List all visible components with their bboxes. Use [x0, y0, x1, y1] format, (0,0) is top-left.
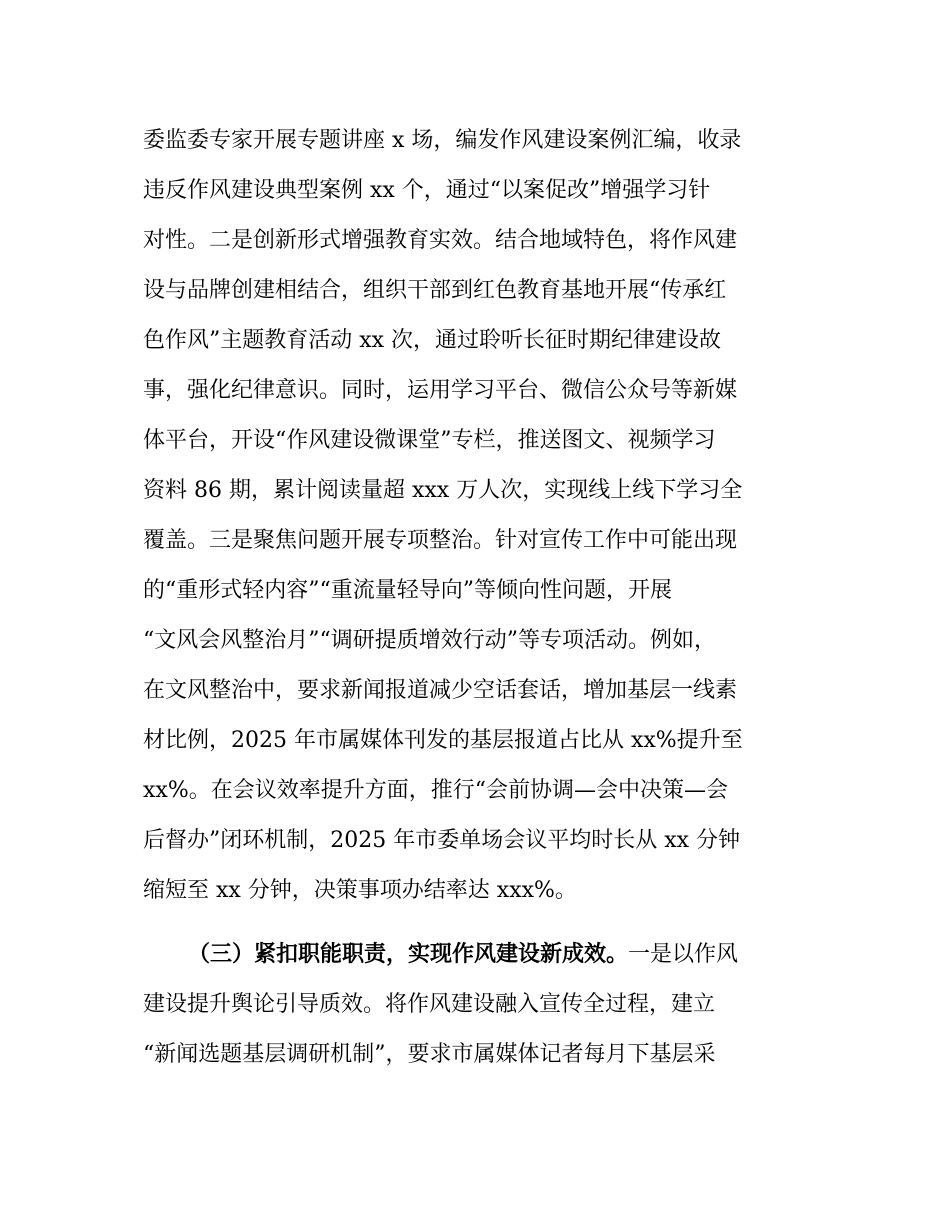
- section-heading-line: [188, 940, 878, 970]
- section-heading: （三）紧扣职能职责，实现作风建设新成效。: [188, 942, 629, 967]
- text-line: 对性。二是创新形式增强教育实效。结合地域特色，将作风建: [143, 228, 738, 253]
- text-line: 事，强化纪律意识。同时，运用学习平台、微信公众号等新媒: [143, 378, 738, 403]
- text-line: 缩短至 xx 分钟，决策事项办结率达 xxx%。: [143, 878, 577, 903]
- text-line: 材比例，2025 年市属媒体刊发的基层报道占比从 xx%提升至: [143, 728, 743, 753]
- heading-line-rest: 一是以作风: [628, 942, 739, 967]
- text-line: 建设提升舆论引导质效。将作风建设融入宣传全过程，建立: [143, 992, 716, 1017]
- text-line: “文风会风整治月”“调研提质增效行动”等专项活动。例如，: [143, 628, 716, 653]
- text-line: xx%。在会议效率提升方面，推行“会前协调—会中决策—会: [143, 778, 728, 803]
- text-line: 覆盖。三是聚焦问题开展专项整治。针对宣传工作中可能出现: [143, 528, 738, 553]
- text-line: 色作风”主题教育活动 xx 次，通过聆听长征时期纪律建设故: [143, 328, 722, 353]
- text-line: 在文风整治中，要求新闻报道减少空话套话，增加基层一线素: [143, 678, 738, 703]
- text-line: 委监委专家开展专题讲座 x 场，编发作风建设案例汇编，收录: [143, 128, 742, 153]
- text-line: 后督办”闭环机制，2025 年市委单场会议平均时长从 xx 分钟: [143, 828, 741, 853]
- text-line: 资料 86 期，累计阅读量超 xxx 万人次，实现线上线下学习全: [143, 478, 743, 503]
- text-line: 的“重形式轻内容”“重流量轻导向”等倾向性问题，开展: [143, 578, 672, 603]
- text-line: 体平台，开设“作风建设微课堂”专栏，推送图文、视频学习: [143, 428, 716, 453]
- text-line: “新闻选题基层调研机制”，要求市属媒体记者每月下基层采: [143, 1042, 716, 1067]
- text-line: 设与品牌创建相结合，组织干部到红色教育基地开展“传承红: [143, 278, 727, 303]
- text-line: 违反作风建设典型案例 xx 个，通过“以案促改”增强学习针: [143, 178, 711, 203]
